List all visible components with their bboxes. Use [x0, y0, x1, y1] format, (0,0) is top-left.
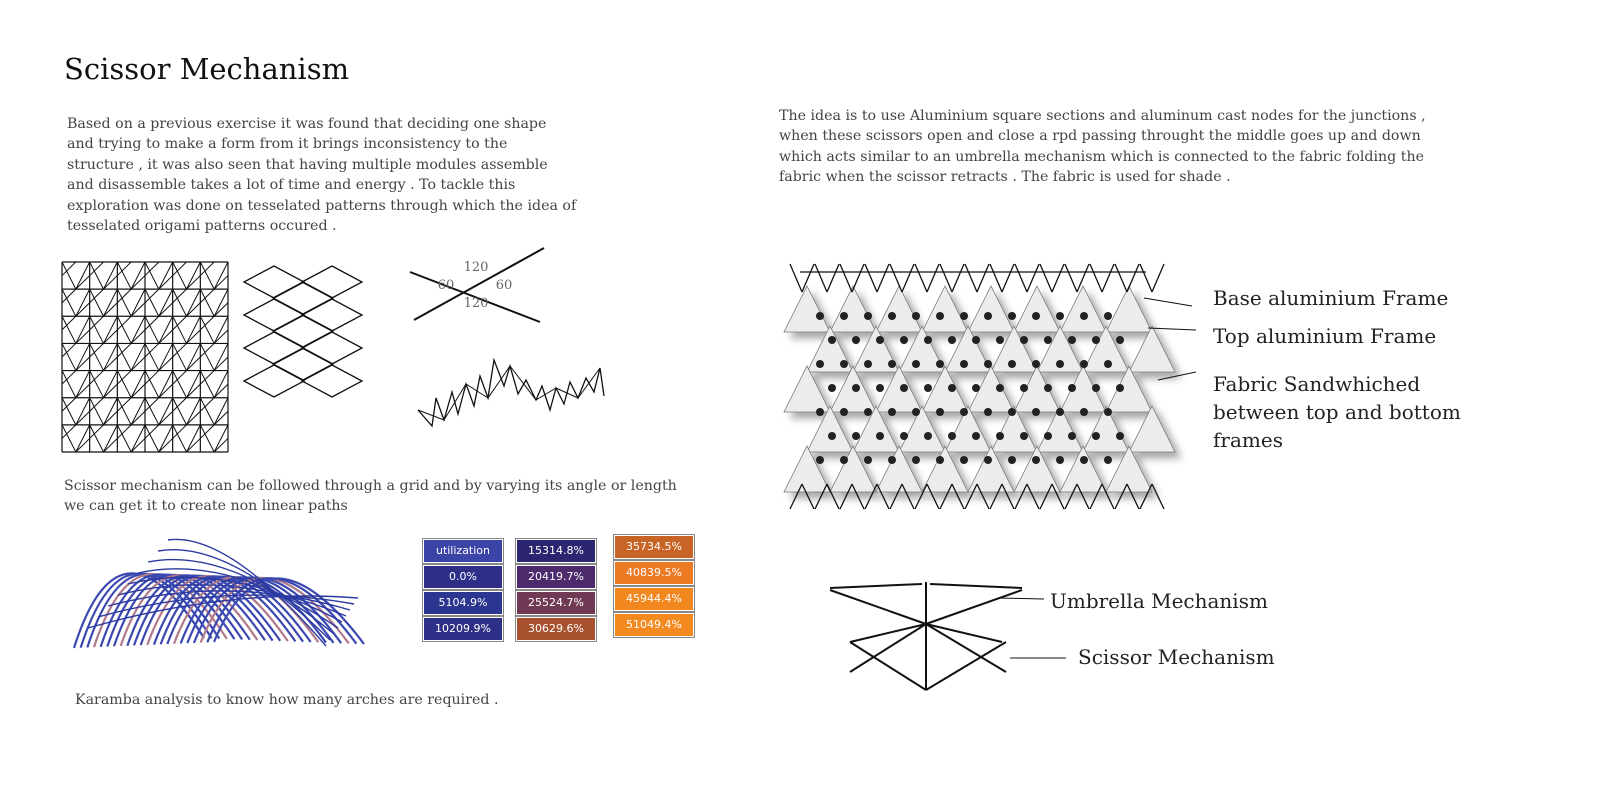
scissor-paragraph: Scissor mechanism can be followed through a grid and by varying its angle or length we can get it to create non linear paths — [64, 478, 677, 515]
utilization-cell: 25524.7% — [517, 592, 595, 614]
callout-top-frame: Top aluminium Frame — [1213, 324, 1437, 348]
angle-right: 60 — [495, 278, 513, 293]
utilization-cell: 35734.5% — [615, 536, 693, 558]
utilization-cell: 0.0% — [424, 566, 502, 588]
callout-base-frame: Base aluminium Frame — [1213, 286, 1449, 310]
idea-paragraph: The idea is to use Aluminium square sections and aluminum cast nodes for the junctions , when these scissors open and close a rpd passing throught the middle goes up and down which acts similar to an umbrella mechanism which is connected to the fabric folding the fabric when the scissor retracts . The fabric is used for shade . — [779, 108, 1426, 186]
utilization-cell: 15314.8% — [517, 540, 595, 562]
utilization-cell: 51049.4% — [615, 614, 693, 636]
angle-top: 120 — [463, 260, 489, 275]
utilization-cell: 40839.5% — [615, 562, 693, 584]
karamba-caption: Karamba analysis to know how many arches are required . — [75, 692, 499, 708]
callout-umbrella: Umbrella Mechanism — [1050, 589, 1268, 613]
utilization-cell: 20419.7% — [517, 566, 595, 588]
callout-scissor: Scissor Mechanism — [1078, 645, 1275, 669]
page-title: Scissor Mechanism — [64, 52, 350, 86]
utilization-cell: 30629.6% — [517, 618, 595, 640]
intro-paragraph: Based on a previous exercise it was found that deciding one shape and trying to make a form from it brings inconsistency to the structure , it was also seen that having multiple modules assemble and disassemble takes a lot of time and energy . To tackle this exploration was done on tesselated patterns through which the idea of tesselated origami patterns occured . — [67, 116, 577, 235]
utilization-cell: utilization — [424, 540, 502, 562]
angle-bottom: 120 — [463, 296, 489, 311]
umbrella-scissor-diagram — [830, 580, 1030, 695]
angle-left: 60 — [437, 278, 455, 293]
utilization-cell: 5104.9% — [424, 592, 502, 614]
utilization-cell: 10209.9% — [424, 618, 502, 640]
callout-fabric: Fabric Sandwhiched between top and bottom frames — [1213, 372, 1461, 452]
utilization-cell: 45944.4% — [615, 588, 693, 610]
